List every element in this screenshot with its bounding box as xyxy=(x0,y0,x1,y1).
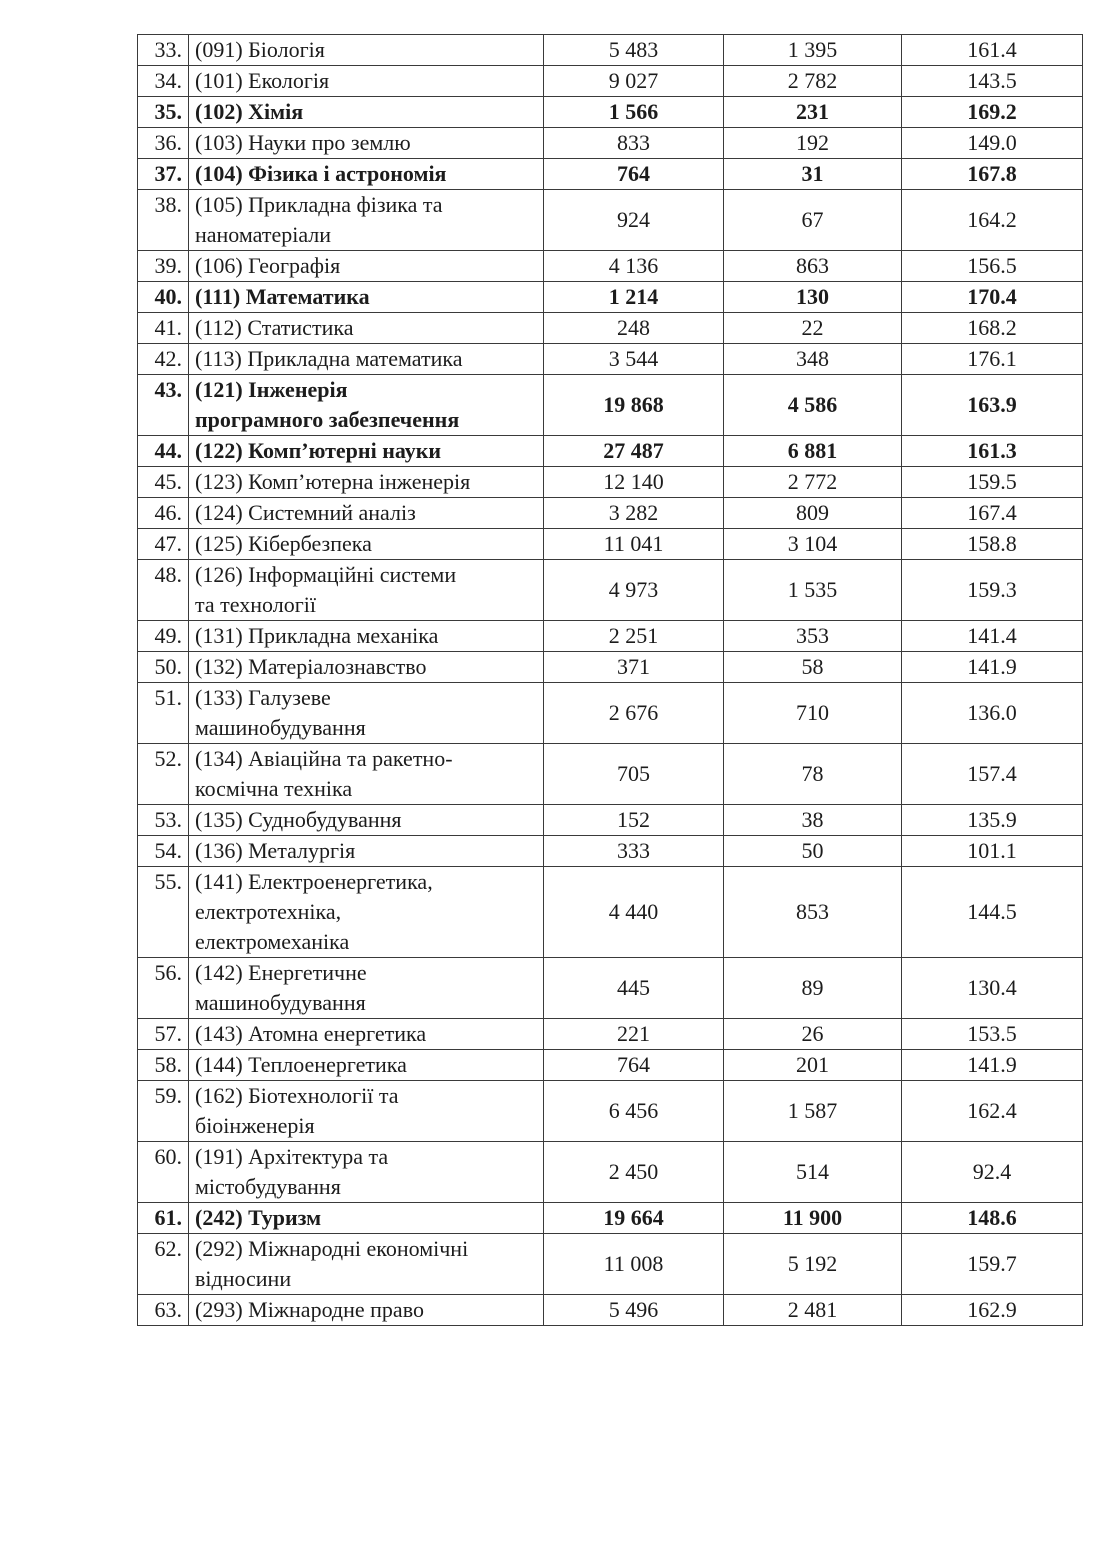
row-number: 43. xyxy=(138,375,189,436)
value-column-2: 22 xyxy=(724,313,902,344)
value-column-2: 192 xyxy=(724,128,902,159)
value-column-2: 353 xyxy=(724,621,902,652)
value-column-3: 163.9 xyxy=(902,375,1083,436)
value-column-3: 159.3 xyxy=(902,560,1083,621)
value-column-3: 92.4 xyxy=(902,1142,1083,1203)
value-column-2: 2 481 xyxy=(724,1295,902,1326)
value-column-2: 78 xyxy=(724,744,902,805)
value-column-2: 2 772 xyxy=(724,467,902,498)
table-row xyxy=(138,683,1083,744)
value-column-1: 4 440 xyxy=(544,867,724,958)
value-column-1: 4 973 xyxy=(544,560,724,621)
row-number: 33. xyxy=(138,35,189,66)
specialty-name: (101) Екологія xyxy=(189,66,544,97)
specialty-name: (104) Фізика і астрономія xyxy=(189,159,544,190)
value-column-3: 168.2 xyxy=(902,313,1083,344)
value-column-1: 152 xyxy=(544,805,724,836)
value-column-3: 136.0 xyxy=(902,683,1083,744)
specialty-statistics-table xyxy=(137,34,1083,1326)
value-column-2: 201 xyxy=(724,1050,902,1081)
specialty-name: (162) Біотехнології та біоінженерія xyxy=(189,1081,544,1142)
table-row xyxy=(138,375,1083,436)
value-column-3: 176.1 xyxy=(902,344,1083,375)
specialty-name: (132) Матеріалознавство xyxy=(189,652,544,683)
specialty-name: (103) Науки про землю xyxy=(189,128,544,159)
specialty-name: (091) Біологія xyxy=(189,35,544,66)
table-row xyxy=(138,97,1083,128)
specialty-name: (134) Авіаційна та ракетно- космічна техніка xyxy=(189,744,544,805)
value-column-1: 2 676 xyxy=(544,683,724,744)
value-column-1: 6 456 xyxy=(544,1081,724,1142)
value-column-2: 863 xyxy=(724,251,902,282)
value-column-1: 924 xyxy=(544,190,724,251)
table-row xyxy=(138,958,1083,1019)
value-column-3: 101.1 xyxy=(902,836,1083,867)
table-row xyxy=(138,190,1083,251)
value-column-3: 159.5 xyxy=(902,467,1083,498)
row-number: 61. xyxy=(138,1203,189,1234)
specialty-name: (242) Туризм xyxy=(189,1203,544,1234)
value-column-2: 809 xyxy=(724,498,902,529)
row-number: 62. xyxy=(138,1234,189,1295)
specialty-name: (293) Міжнародне право xyxy=(189,1295,544,1326)
value-column-1: 248 xyxy=(544,313,724,344)
row-number: 40. xyxy=(138,282,189,313)
specialty-name: (105) Прикладна фізика та наноматеріали xyxy=(189,190,544,251)
value-column-1: 19 868 xyxy=(544,375,724,436)
value-column-2: 6 881 xyxy=(724,436,902,467)
value-column-1: 2 450 xyxy=(544,1142,724,1203)
value-column-2: 3 104 xyxy=(724,529,902,560)
value-column-2: 58 xyxy=(724,652,902,683)
table-row xyxy=(138,344,1083,375)
value-column-2: 1 535 xyxy=(724,560,902,621)
value-column-3: 170.4 xyxy=(902,282,1083,313)
specialty-name: (144) Теплоенергетика xyxy=(189,1050,544,1081)
row-number: 34. xyxy=(138,66,189,97)
value-column-3: 169.2 xyxy=(902,97,1083,128)
value-column-2: 50 xyxy=(724,836,902,867)
specialty-name: (106) Географія xyxy=(189,251,544,282)
table-row xyxy=(138,744,1083,805)
row-number: 55. xyxy=(138,867,189,958)
value-column-1: 705 xyxy=(544,744,724,805)
value-column-2: 853 xyxy=(724,867,902,958)
row-number: 60. xyxy=(138,1142,189,1203)
table-row xyxy=(138,529,1083,560)
row-number: 52. xyxy=(138,744,189,805)
row-number: 50. xyxy=(138,652,189,683)
value-column-1: 11 041 xyxy=(544,529,724,560)
table-row xyxy=(138,66,1083,97)
row-number: 57. xyxy=(138,1019,189,1050)
value-column-3: 161.3 xyxy=(902,436,1083,467)
value-column-1: 1 214 xyxy=(544,282,724,313)
value-column-3: 167.8 xyxy=(902,159,1083,190)
value-column-2: 2 782 xyxy=(724,66,902,97)
table-row xyxy=(138,836,1083,867)
value-column-3: 141.9 xyxy=(902,1050,1083,1081)
value-column-1: 833 xyxy=(544,128,724,159)
specialty-name: (125) Кібербезпека xyxy=(189,529,544,560)
value-column-3: 149.0 xyxy=(902,128,1083,159)
table-row xyxy=(138,159,1083,190)
specialty-name: (141) Електроенергетика, електротехніка, електромеханіка xyxy=(189,867,544,958)
row-number: 51. xyxy=(138,683,189,744)
value-column-1: 5 483 xyxy=(544,35,724,66)
specialty-name: (113) Прикладна математика xyxy=(189,344,544,375)
value-column-3: 141.9 xyxy=(902,652,1083,683)
table-row xyxy=(138,1019,1083,1050)
table-row xyxy=(138,313,1083,344)
row-number: 47. xyxy=(138,529,189,560)
table-row xyxy=(138,128,1083,159)
value-column-3: 153.5 xyxy=(902,1019,1083,1050)
value-column-1: 4 136 xyxy=(544,251,724,282)
specialty-name: (191) Архітектура та містобудування xyxy=(189,1142,544,1203)
value-column-1: 3 282 xyxy=(544,498,724,529)
value-column-3: 141.4 xyxy=(902,621,1083,652)
row-number: 63. xyxy=(138,1295,189,1326)
specialty-name: (142) Енергетичне машинобудування xyxy=(189,958,544,1019)
specialty-name: (112) Статистика xyxy=(189,313,544,344)
specialty-name: (111) Математика xyxy=(189,282,544,313)
value-column-1: 5 496 xyxy=(544,1295,724,1326)
row-number: 38. xyxy=(138,190,189,251)
value-column-2: 710 xyxy=(724,683,902,744)
value-column-3: 164.2 xyxy=(902,190,1083,251)
row-number: 42. xyxy=(138,344,189,375)
specialty-name: (123) Комп’ютерна інженерія xyxy=(189,467,544,498)
value-column-3: 135.9 xyxy=(902,805,1083,836)
value-column-3: 156.5 xyxy=(902,251,1083,282)
specialty-name: (124) Системний аналіз xyxy=(189,498,544,529)
row-number: 35. xyxy=(138,97,189,128)
table-row xyxy=(138,1081,1083,1142)
table-row xyxy=(138,282,1083,313)
value-column-1: 19 664 xyxy=(544,1203,724,1234)
value-column-3: 159.7 xyxy=(902,1234,1083,1295)
table-row xyxy=(138,1234,1083,1295)
value-column-2: 26 xyxy=(724,1019,902,1050)
value-column-3: 162.9 xyxy=(902,1295,1083,1326)
table-row xyxy=(138,467,1083,498)
specialty-name: (135) Суднобудування xyxy=(189,805,544,836)
table-row xyxy=(138,498,1083,529)
specialty-name: (122) Комп’ютерні науки xyxy=(189,436,544,467)
row-number: 36. xyxy=(138,128,189,159)
row-number: 39. xyxy=(138,251,189,282)
specialty-name: (102) Хімія xyxy=(189,97,544,128)
table-row xyxy=(138,436,1083,467)
value-column-2: 38 xyxy=(724,805,902,836)
row-number: 48. xyxy=(138,560,189,621)
row-number: 56. xyxy=(138,958,189,1019)
table-row xyxy=(138,1050,1083,1081)
row-number: 54. xyxy=(138,836,189,867)
value-column-1: 11 008 xyxy=(544,1234,724,1295)
value-column-1: 27 487 xyxy=(544,436,724,467)
value-column-1: 9 027 xyxy=(544,66,724,97)
value-column-2: 67 xyxy=(724,190,902,251)
row-number: 53. xyxy=(138,805,189,836)
table-row xyxy=(138,560,1083,621)
table-row xyxy=(138,35,1083,66)
row-number: 44. xyxy=(138,436,189,467)
value-column-2: 231 xyxy=(724,97,902,128)
value-column-1: 1 566 xyxy=(544,97,724,128)
specialty-name: (121) Інженерія програмного забезпечення xyxy=(189,375,544,436)
value-column-1: 12 140 xyxy=(544,467,724,498)
table-row xyxy=(138,1142,1083,1203)
specialty-name: (136) Металургія xyxy=(189,836,544,867)
specialty-name: (131) Прикладна механіка xyxy=(189,621,544,652)
value-column-1: 445 xyxy=(544,958,724,1019)
value-column-3: 162.4 xyxy=(902,1081,1083,1142)
value-column-2: 1 395 xyxy=(724,35,902,66)
value-column-1: 764 xyxy=(544,1050,724,1081)
value-column-2: 1 587 xyxy=(724,1081,902,1142)
value-column-1: 333 xyxy=(544,836,724,867)
value-column-2: 11 900 xyxy=(724,1203,902,1234)
specialty-name: (143) Атомна енергетика xyxy=(189,1019,544,1050)
table-row xyxy=(138,251,1083,282)
row-number: 58. xyxy=(138,1050,189,1081)
specialty-name: (292) Міжнародні економічні відносини xyxy=(189,1234,544,1295)
table-row xyxy=(138,652,1083,683)
row-number: 45. xyxy=(138,467,189,498)
value-column-3: 161.4 xyxy=(902,35,1083,66)
table-row xyxy=(138,1295,1083,1326)
table-body xyxy=(138,35,1083,1326)
row-number: 37. xyxy=(138,159,189,190)
value-column-2: 514 xyxy=(724,1142,902,1203)
row-number: 59. xyxy=(138,1081,189,1142)
specialty-name: (133) Галузеве машинобудування xyxy=(189,683,544,744)
row-number: 49. xyxy=(138,621,189,652)
specialty-name: (126) Інформаційні системи та технології xyxy=(189,560,544,621)
table-row xyxy=(138,867,1083,958)
value-column-3: 157.4 xyxy=(902,744,1083,805)
value-column-1: 764 xyxy=(544,159,724,190)
value-column-3: 148.6 xyxy=(902,1203,1083,1234)
table-row xyxy=(138,805,1083,836)
value-column-1: 371 xyxy=(544,652,724,683)
value-column-1: 2 251 xyxy=(544,621,724,652)
value-column-2: 5 192 xyxy=(724,1234,902,1295)
value-column-2: 130 xyxy=(724,282,902,313)
value-column-3: 130.4 xyxy=(902,958,1083,1019)
value-column-2: 348 xyxy=(724,344,902,375)
row-number: 41. xyxy=(138,313,189,344)
value-column-3: 167.4 xyxy=(902,498,1083,529)
table-row xyxy=(138,1203,1083,1234)
value-column-3: 144.5 xyxy=(902,867,1083,958)
value-column-3: 143.5 xyxy=(902,66,1083,97)
row-number: 46. xyxy=(138,498,189,529)
value-column-3: 158.8 xyxy=(902,529,1083,560)
value-column-1: 221 xyxy=(544,1019,724,1050)
value-column-2: 89 xyxy=(724,958,902,1019)
value-column-2: 4 586 xyxy=(724,375,902,436)
value-column-2: 31 xyxy=(724,159,902,190)
value-column-1: 3 544 xyxy=(544,344,724,375)
table-row xyxy=(138,621,1083,652)
